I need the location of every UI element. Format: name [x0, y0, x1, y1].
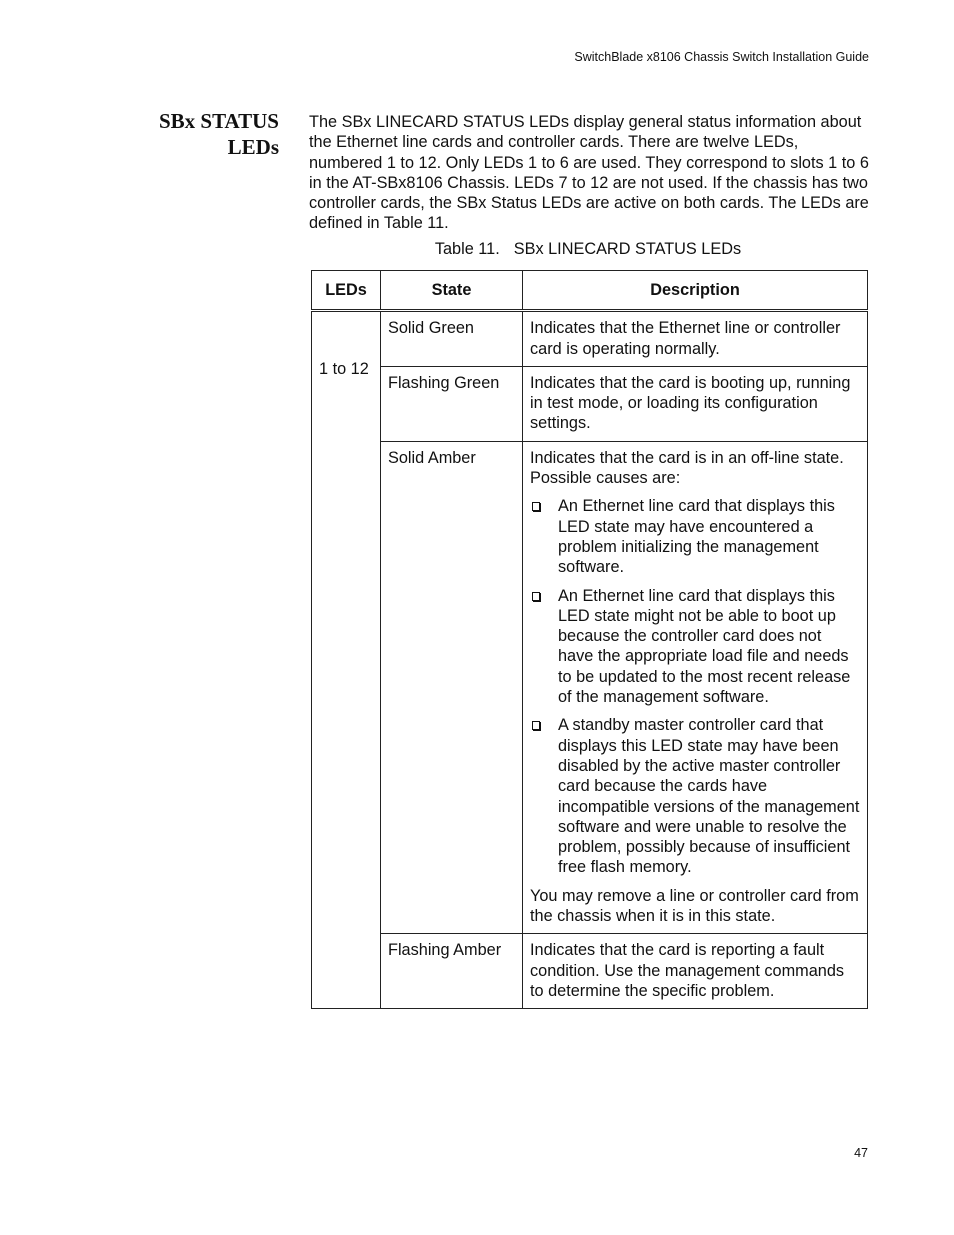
description-cell — [523, 934, 868, 1009]
state-cell: Solid Green — [381, 311, 523, 367]
table-caption-number: Table 11. — [434, 240, 500, 258]
description-text: Indicates that the card is in an off-line state. Possible causes are: — [530, 448, 844, 488]
description-text: Indicates that the Ethernet line or controller card is operating normally. — [530, 319, 841, 358]
section-title — [129, 108, 279, 160]
section-title-line1: SBx STATUS — [158, 109, 279, 133]
description-cell — [523, 366, 868, 441]
checkbox-bullet-icon — [532, 721, 540, 730]
list-item-text: A standby master controller card that displays this LED state may have been disabled by the active master controller card because the cards have incompatible versions of the management software and were unable to resolve the problem, possibly because of insufficient free flash memory. — [558, 716, 860, 877]
table-header-row — [312, 271, 868, 311]
intro-paragraph: The SBx LINECARD STATUS LEDs display general status information about the Ethernet line cards and controller cards. There are twelve LEDs, numbered 1 to 12. Only LEDs 1 to 6 are used. They correspond to slots 1 to 6 in the AT-SBx8106 Chassis. LEDs 7 to 12 are not used. If the chassis has two controller cards, the SBx Status LEDs are active on both cards. The LEDs are defined in Table 11. — [309, 113, 869, 233]
list-item-text: An Ethernet line card that displays this LED state may have encountered a problem initializing the management software. — [558, 497, 835, 577]
running-header: SwitchBlade x8106 Chassis Switch Installation Guide — [574, 50, 869, 64]
header-description: Description — [523, 271, 868, 311]
checkbox-bullet-icon — [532, 502, 540, 511]
cause-list — [530, 496, 860, 877]
list-item — [530, 586, 860, 708]
state-cell: Solid Amber — [381, 441, 523, 934]
list-item — [530, 715, 860, 877]
state-cell: Flashing Amber — [381, 934, 523, 1009]
description-text: Indicates that the card is booting up, running in test mode, or loading its configuration settings. — [530, 373, 851, 433]
page-number: 47 — [854, 1146, 868, 1160]
table-caption — [309, 239, 867, 259]
header-leds: LEDs — [312, 271, 381, 311]
table-row — [312, 934, 868, 1009]
state-cell: Flashing Green — [381, 366, 523, 441]
description-cell — [523, 311, 868, 367]
table-row — [312, 366, 868, 441]
list-item — [530, 496, 860, 577]
section-title-line2: LEDs — [227, 135, 279, 159]
list-item-text: An Ethernet line card that displays this LED state might not be able to boot up because the controller card does not have the appropriate load file and needs to be updated to the most recent release of the management software. — [558, 586, 851, 707]
table-row — [312, 441, 868, 934]
led-status-table — [311, 270, 868, 1009]
description-cell — [523, 441, 868, 934]
table-row — [312, 311, 868, 367]
checkbox-bullet-icon — [532, 592, 540, 601]
led-range-cell: 1 to 12 — [312, 311, 381, 1009]
description-note: You may remove a line or controller card from the chassis when it is in this state. — [530, 886, 859, 926]
header-state: State — [381, 271, 523, 311]
table-caption-title: SBx LINECARD STATUS LEDs — [513, 240, 742, 258]
description-text: Indicates that the card is reporting a fault condition. Use the management commands to determine the specific problem. — [530, 941, 845, 1000]
